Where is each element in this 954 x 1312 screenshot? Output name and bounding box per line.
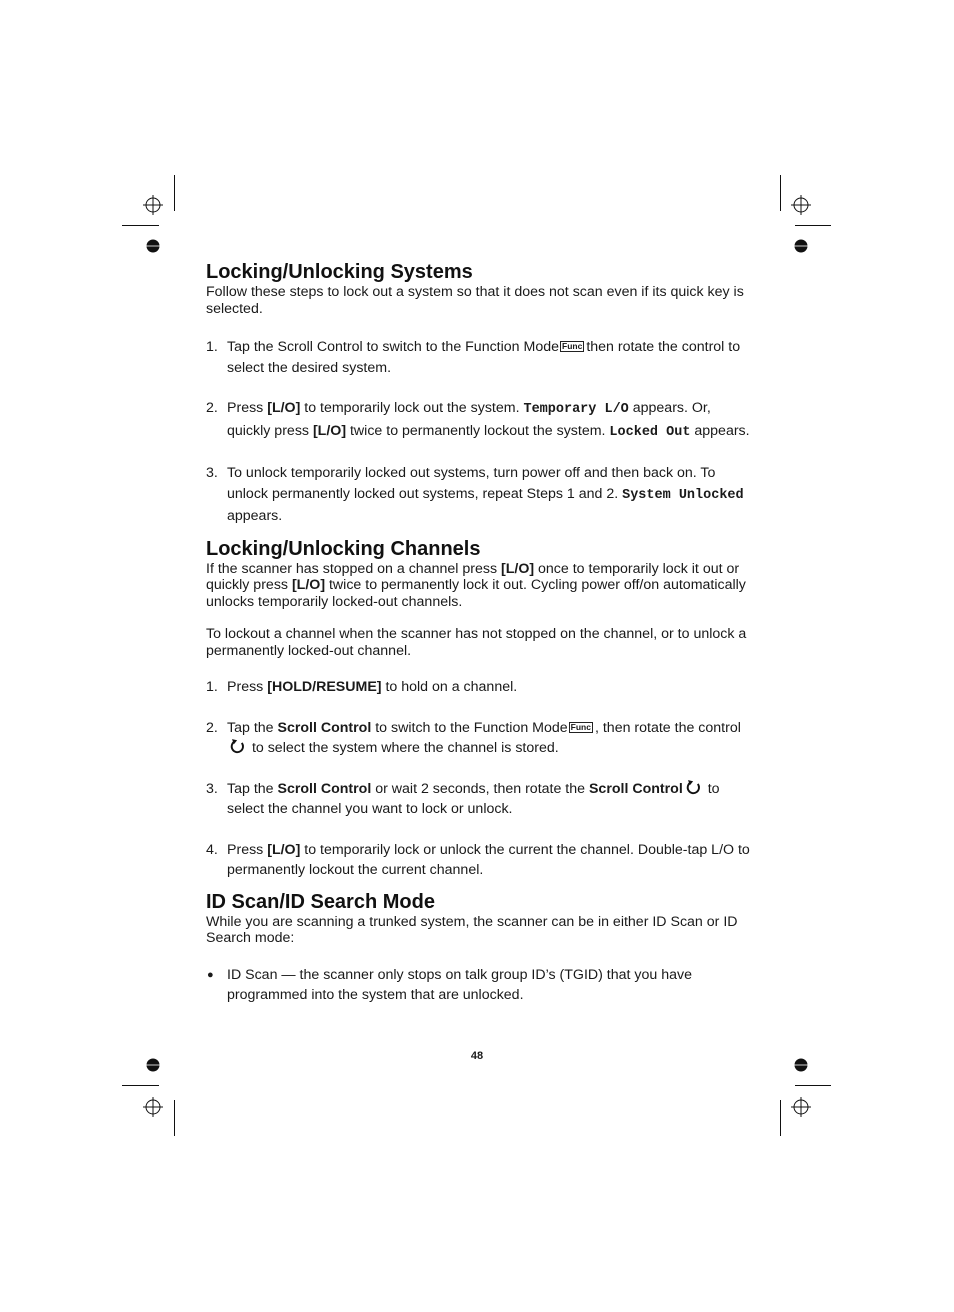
rotate-control-icon: [685, 779, 702, 796]
step-number: 3.: [206, 465, 218, 481]
step-text: appears.: [227, 508, 283, 524]
step-item: [206, 677, 751, 698]
step-text: appears. Or, quickly press: [227, 400, 711, 439]
paragraph-text: If the scanner has stopped on a channel press: [206, 560, 501, 577]
step-text: Press: [227, 841, 268, 858]
registration-target-icon: [143, 195, 163, 215]
step-text: Tap the Scroll Control to switch to the Function Mode: [227, 339, 559, 355]
step-text: Press: [227, 679, 268, 695]
section-paragraph: [206, 561, 751, 611]
control-label: Scroll Control: [277, 719, 372, 736]
bullet-icon: ●: [207, 968, 214, 981]
crop-line: [122, 1085, 159, 1086]
section-intro: While you are scanning a trunked system, the scanner can be in either ID Scan or ID Search mode:: [206, 913, 738, 946]
crop-line: [174, 1100, 175, 1136]
page-number: 48: [470, 1050, 484, 1062]
step-text: , then rotate the control: [594, 719, 741, 736]
paragraph-text: once to temporarily lock it out or quickly press: [206, 560, 740, 593]
step-text: to select the system where the channel is stored.: [248, 740, 559, 756]
step-text: appears.: [690, 422, 750, 439]
step-item: [206, 718, 751, 759]
step-number: 4.: [206, 841, 218, 858]
section-heading-locking-systems: Locking/Unlocking Systems: [206, 261, 473, 283]
step-item: [206, 398, 751, 443]
key-label: [L/O]: [500, 560, 535, 577]
step-text: to switch to the Function Mode: [371, 719, 568, 736]
display-text: Locked Out: [609, 424, 691, 440]
display-text: System Unlocked: [622, 487, 744, 503]
registration-target-icon: [143, 1097, 163, 1117]
page-content: [206, 260, 751, 1006]
step-item: [206, 779, 751, 820]
step-item: [206, 463, 751, 527]
step-text: to select the channel you want to lock or unlock.: [227, 780, 720, 817]
step-number: 1.: [206, 339, 218, 355]
control-label: Scroll Control: [277, 780, 372, 797]
crop-line: [795, 225, 831, 226]
step-text: To unlock temporarily locked out systems, turn power off and then back on. To unlock permanently locked out systems, repeat Steps 1 and 2.: [227, 465, 716, 502]
step-text: Tap the: [227, 719, 278, 736]
section-heading-locking-channels: Locking/Unlocking Channels: [206, 537, 481, 560]
registration-target-icon: [791, 195, 811, 215]
bullet-text: ID Scan — the scanner only stops on talk group ID’s (TGID) that you have programmed into the system that are unlocked.: [227, 966, 692, 1003]
crop-line: [780, 1100, 781, 1136]
func-mode-icon: Func: [570, 721, 591, 732]
step-text: to temporarily lock out the system.: [300, 400, 524, 416]
registration-dot-icon: [793, 238, 809, 254]
step-number: 1.: [206, 679, 218, 695]
section-intro: Follow these steps to lock out a system so that it does not scan even if its quick key is selected.: [206, 284, 744, 317]
step-text: to temporarily lock or unlock the current the channel. Double-tap L/O to permanently lockout the current channel.: [227, 841, 750, 878]
step-item: [206, 337, 751, 378]
crop-line: [780, 175, 781, 211]
section-paragraph: To lockout a channel when the scanner has not stopped on the channel, or to unlock a permanently locked-out channel.: [206, 626, 747, 659]
key-label: [L/O]: [267, 841, 301, 858]
step-text: twice to permanently lockout the system.: [346, 422, 610, 439]
crop-line: [795, 1085, 831, 1086]
crop-line: [174, 175, 175, 211]
step-text: to hold on a channel.: [381, 679, 518, 695]
step-text: Tap the: [227, 780, 278, 797]
display-text: Temporary L/O: [523, 402, 629, 417]
registration-dot-icon: [145, 238, 161, 254]
step-number: 2.: [206, 719, 218, 736]
step-number: 3.: [206, 780, 218, 797]
bullet-item: [206, 965, 751, 1006]
key-label: [L/O]: [312, 422, 347, 439]
section-heading-id-scan: ID Scan/ID Search Mode: [206, 890, 435, 913]
key-label: [HOLD/RESUME]: [267, 679, 382, 695]
step-text: or wait 2 seconds, then rotate the: [371, 780, 589, 797]
control-label: Scroll Control: [588, 780, 683, 797]
registration-target-icon: [791, 1097, 811, 1117]
key-label: [L/O]: [267, 400, 301, 416]
func-mode-icon: Func: [562, 341, 583, 351]
step-number: 2.: [206, 400, 218, 416]
key-label: [L/O]: [291, 577, 326, 593]
paragraph-text: twice to permanently lock it out. Cycling power off/on automatically unlocks temporarily locked-out channels.: [206, 577, 746, 610]
step-text: then rotate the control to select the desired system.: [227, 339, 741, 376]
step-text: Press: [227, 400, 268, 416]
step-item: [206, 840, 751, 881]
rotate-control-icon: [229, 738, 246, 755]
crop-line: [122, 225, 159, 226]
